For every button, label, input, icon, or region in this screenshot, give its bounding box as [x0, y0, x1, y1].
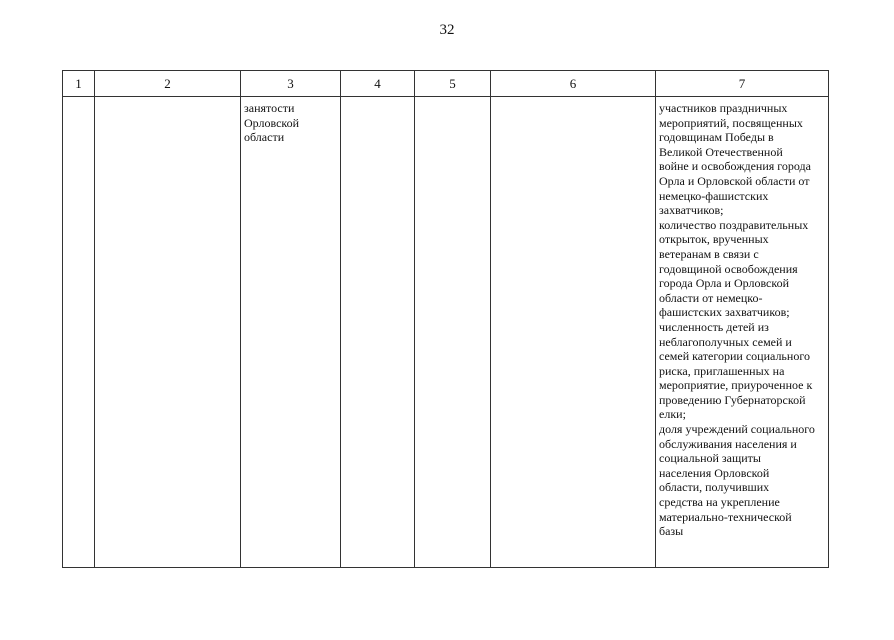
table-cell-col2 — [95, 97, 241, 568]
column-header-7: 7 — [656, 71, 829, 97]
page-number: 32 — [439, 22, 455, 38]
column-header-1: 1 — [63, 71, 95, 97]
data-table — [62, 70, 829, 568]
table-row — [63, 97, 829, 568]
cell-text: участников праздничных мероприятий, посвященных годовщинам Победы в Великой Отечественной войне и освобождения города Орла и Орловской области от немецко-фашистских захватчиков; количество поздравительных открыток, врученных ветеранам в связи с годовщиной освобождения города Орла и Орловской области от немецко- фашистских захватчиков; численность детей из неблагополучных семей и семей категории социального риска, приглашенных на мероприятие, приуроченное к проведению Губернаторской елки; доля учреждений социального обслуживания населения и социальной защиты населения Орловской области, получивших средства на укрепление материально-технической базы — [659, 101, 815, 539]
table-cell-col3 — [241, 97, 341, 568]
table-cell-col6 — [491, 97, 656, 568]
table-cell-col5 — [415, 97, 491, 568]
column-header-5: 5 — [415, 71, 491, 97]
header-row — [63, 71, 829, 97]
table-cell-col1 — [63, 97, 95, 568]
table-cell-col4 — [341, 97, 415, 568]
cell-text: занятости Орловской области — [244, 101, 300, 145]
column-header-3: 3 — [241, 71, 341, 97]
column-header-6: 6 — [491, 71, 656, 97]
column-header-4: 4 — [341, 71, 415, 97]
table-cell-col7 — [656, 97, 829, 568]
column-header-2: 2 — [95, 71, 241, 97]
